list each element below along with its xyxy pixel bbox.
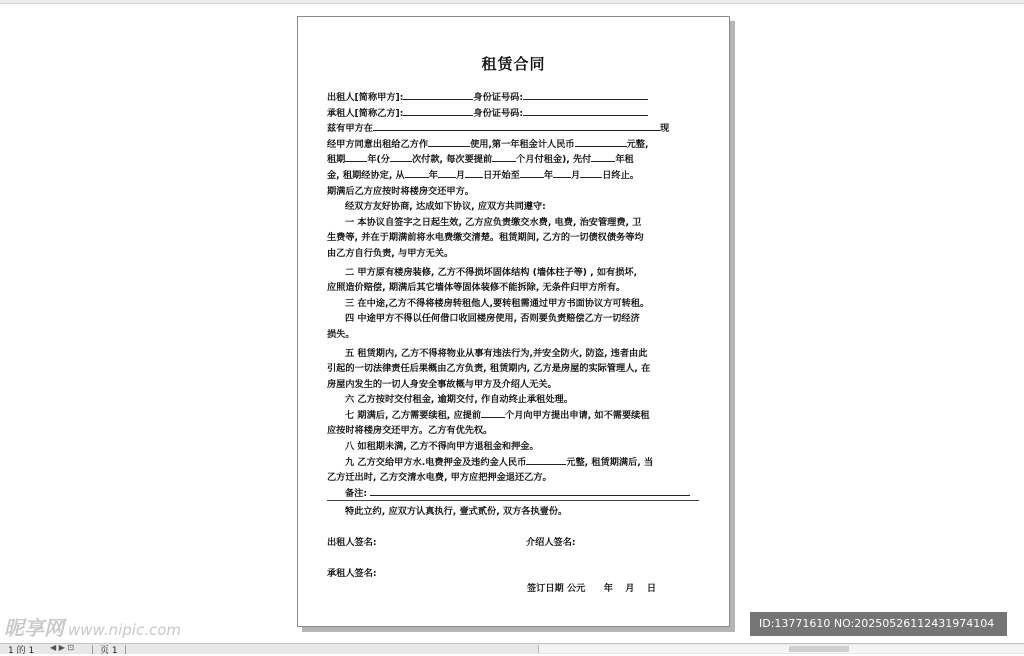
fill-in-blank [390, 152, 412, 162]
document-page [297, 16, 730, 627]
contract-text: 月 [571, 169, 581, 181]
watermark-brand: 昵享网 [4, 616, 64, 640]
contract-text: 生费等, 并在于期满前将水电费缴交清楚。租赁期间, 乙方的一切债权债务等均 [327, 232, 644, 244]
contract-text: 日开始至 [483, 169, 520, 181]
document-title: 租赁合同 [481, 55, 546, 73]
contract-text: 期满后乙方应按时将楼房交还甲方。 [327, 185, 474, 197]
contract-line [327, 137, 702, 153]
contract-line [327, 152, 702, 168]
contract-text: 承租人[简称乙方]: [327, 107, 404, 119]
contract-text: 二 甲方原有楼房装修, 乙方不得损坏固体结构 (墙体柱子等) , 如有损坏, [345, 266, 638, 278]
contract-text: 兹有甲方在 [327, 123, 373, 135]
fill-in-blank [405, 168, 429, 178]
page-nav-arrows-icon[interactable]: ◀ ▶ ⊡ [50, 643, 75, 652]
contract-text: 一 本协议自签字之日起生效, 乙方应负责缴交水费, 电费, 治安管理费, 卫 [345, 216, 642, 228]
contract-text: 五 租赁期内, 乙方不得将物业从事有违法行为,并安全防火, 防盗, 违者由此 [345, 347, 648, 359]
contract-line [327, 439, 702, 455]
contract-text: 八 如租期未满, 乙方不得向甲方退租金和押金。 [345, 441, 539, 453]
fill-in-blank [370, 486, 690, 496]
signing-date: 签订日期 公元 年 月 日 [527, 583, 657, 594]
contract-text: 日终止。 [602, 169, 639, 181]
contract-line [327, 408, 702, 424]
introducer-signature-label: 介绍人签名: [526, 537, 576, 548]
watermark-url: www.nipic.com [68, 621, 182, 639]
top-border [0, 0, 1024, 4]
lessor-signature-label: 出租人签名: [327, 537, 377, 548]
contract-text: 九 乙方交给甲方水.电费押金及违约金人民币 [345, 456, 527, 468]
contract-line [327, 296, 702, 312]
fill-in-blank [403, 106, 473, 116]
sheet-tab[interactable]: 页 1 [100, 646, 118, 656]
contract-text: 引起的一切法律责任后果概由乙方负责, 租赁期内, 乙方是房屋的实际管理人, 在 [327, 363, 651, 375]
fill-in-blank [575, 137, 627, 147]
contract-text: 个月向甲方提出申请, 如不需要续租 [505, 409, 650, 421]
contract-text: 应照造价赔偿, 期满后其它墙体等固体装修不能拆除, 无条件归甲方所有。 [327, 282, 626, 294]
fill-in-blank [591, 152, 615, 162]
contract-text: 年租 [615, 154, 634, 166]
contract-text: 元整, [626, 138, 649, 150]
fill-in-blank [438, 168, 456, 178]
contract-line [327, 311, 702, 327]
contract-line [327, 230, 702, 246]
fill-in-blank [580, 168, 602, 178]
contract-text: 乙方迁出时, 乙方交清水电费, 甲方应把押金退还乙方。 [327, 472, 552, 484]
fill-in-blank [520, 168, 544, 178]
horizontal-scrollbar[interactable] [538, 645, 1024, 653]
contract-line [327, 106, 702, 122]
contract-text: 年 [428, 169, 438, 181]
contract-line [327, 246, 702, 262]
contract-text: 个月付租金), 先付 [516, 154, 592, 166]
fill-in-blank [492, 152, 516, 162]
contract-line [327, 327, 702, 343]
contract-text: 损失。 [327, 328, 355, 340]
contract-line [327, 361, 702, 377]
fill-in-blank [428, 137, 470, 147]
contract-text: 年 [543, 169, 554, 181]
contract-line [327, 470, 702, 486]
fill-in-blank [553, 168, 571, 178]
contract-line [327, 423, 702, 439]
image-id-badge: ID:13771610 NO:20250526112431974104 [750, 612, 1007, 636]
contract-text: 经双方友好协商, 达成如下协议, 应双方共同遵守: [345, 201, 546, 213]
contract-text: 次付款, 每次要提前 [411, 154, 493, 166]
contract-text: 月 [455, 169, 466, 181]
fill-in-blank [345, 152, 367, 162]
contract-text: 四 中途甲方不得以任何借口收回楼房使用, 否则要负责赔偿乙方一切经济 [345, 313, 640, 325]
contract-line [327, 90, 702, 106]
contract-text: 元整, 租赁期满后, 当 [566, 456, 654, 468]
status-bar [0, 643, 1024, 654]
contract-line [327, 377, 702, 393]
contract-text: 备注: [345, 487, 371, 499]
fill-in-blank [403, 90, 473, 100]
remarks-extra-line [327, 500, 699, 501]
site-watermark [4, 612, 181, 641]
fill-in-blank [465, 168, 483, 178]
contract-line [327, 280, 702, 296]
contract-text: 六 乙方按时交付租金, 逾期交付, 作自动终止承租处理。 [345, 394, 573, 406]
fill-in-blank [523, 106, 648, 116]
contract-line [327, 199, 702, 215]
contract-text: 应按时将楼房交还甲方。乙方有优先权。 [327, 425, 493, 437]
scrollbar-thumb[interactable] [789, 646, 849, 652]
fill-in-blank [481, 408, 505, 418]
contract-line [327, 121, 702, 137]
fill-in-blank [523, 90, 648, 100]
contract-text: 出租人[简称甲方]: [327, 92, 404, 103]
fill-in-blank [526, 455, 566, 465]
contract-line [327, 392, 702, 408]
contract-text: 身份证号码: [473, 107, 524, 119]
contract-text: 租期 [327, 154, 346, 166]
contract-text: 金, 租期经协定, 从 [327, 169, 405, 181]
contract-text: 经甲方同意出租给乙方作 [327, 138, 429, 150]
contract-text: 由乙方自行负责, 与甲方无关。 [327, 247, 454, 259]
contract-line [327, 184, 702, 200]
contract-line [327, 346, 702, 362]
contract-line [327, 215, 702, 231]
page-indicator: 1 的 1 [8, 646, 35, 656]
contract-text: 七 期满后, 乙方需要续租, 应提前 [345, 409, 482, 421]
contract-line [327, 168, 702, 184]
lessee-signature-label: 承租人签名: [327, 568, 377, 579]
contract-text: 现 [659, 123, 670, 135]
contract-line [327, 265, 702, 281]
fill-in-blank [373, 121, 660, 131]
contract-text: 身份证号码: [473, 92, 524, 103]
contract-text: 年(分 [367, 154, 390, 166]
closing-statement: 特此立约, 应双方认真执行, 壹式贰份, 双方各执壹份。 [345, 506, 568, 517]
contract-text: 三 在中途,乙方不得将楼房转租他人,要转租需通过甲方书面协议方可转租。 [345, 297, 650, 309]
contract-line [327, 455, 702, 471]
contract-text: 使用,第一年租金计人民币 [470, 138, 575, 150]
contract-body [327, 90, 702, 501]
contract-text: 房屋内发生的一切人身安全事故概与甲方及介绍人无关。 [327, 378, 557, 390]
